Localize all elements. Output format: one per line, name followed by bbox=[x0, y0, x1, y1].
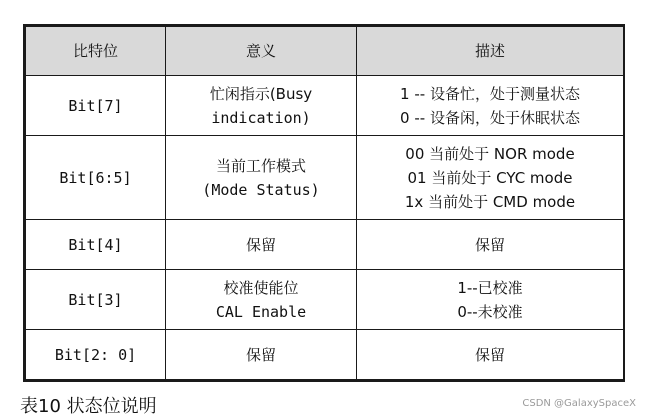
description-line: 0--未校准 bbox=[457, 302, 523, 321]
status-bit-table bbox=[23, 24, 625, 382]
header-bit: 比特位 bbox=[26, 27, 166, 76]
meaning-line: 当前工作模式 bbox=[215, 156, 306, 175]
description-cell bbox=[357, 330, 624, 380]
description-cell bbox=[357, 136, 624, 220]
table-row bbox=[26, 136, 624, 220]
table-row bbox=[26, 220, 624, 270]
description-cell bbox=[357, 270, 624, 330]
meaning-line: 保留 bbox=[245, 345, 276, 364]
bit-cell: Bit[3] bbox=[26, 270, 166, 330]
meaning-cell bbox=[166, 76, 357, 136]
description-cell bbox=[357, 76, 624, 136]
bit-cell: Bit[4] bbox=[26, 220, 166, 270]
meaning-line: 校准使能位 bbox=[223, 278, 299, 297]
table-caption: 表10 状态位说明 bbox=[20, 396, 157, 417]
watermark: CSDN @GalaxySpaceX bbox=[522, 398, 636, 409]
description-line: 01 当前处于 CYC mode bbox=[407, 168, 573, 187]
description-line: 1--已校准 bbox=[457, 278, 523, 297]
meaning-cell bbox=[166, 136, 357, 220]
meaning-line: indication) bbox=[211, 108, 311, 127]
bit-cell: Bit[6:5] bbox=[26, 136, 166, 220]
description-line: 1x 当前处于 CMD mode bbox=[404, 192, 576, 211]
table-row bbox=[26, 270, 624, 330]
table-row bbox=[26, 76, 624, 136]
bit-cell: Bit[7] bbox=[26, 76, 166, 136]
meaning-cell bbox=[166, 220, 357, 270]
header-meaning: 意义 bbox=[166, 27, 357, 76]
description-line: 1 -- 设备忙，处于测量状态 bbox=[400, 84, 580, 103]
meaning-line: 保留 bbox=[245, 235, 276, 254]
meaning-line: 忙闲指示(Busy bbox=[209, 84, 313, 103]
description-line: 保留 bbox=[474, 235, 505, 254]
table-header-row bbox=[26, 27, 624, 76]
description-cell bbox=[357, 220, 624, 270]
description-line: 00 当前处于 NOR mode bbox=[405, 144, 575, 163]
table-row bbox=[26, 330, 624, 380]
description-line: 保留 bbox=[474, 345, 505, 364]
bit-cell: Bit[2: 0] bbox=[26, 330, 166, 380]
meaning-cell bbox=[166, 330, 357, 380]
description-line: 0 -- 设备闲，处于休眠状态 bbox=[400, 108, 580, 127]
meaning-line: (Mode Status) bbox=[202, 180, 320, 199]
meaning-cell bbox=[166, 270, 357, 330]
meaning-line: CAL Enable bbox=[215, 302, 307, 321]
header-description: 描述 bbox=[357, 27, 624, 76]
